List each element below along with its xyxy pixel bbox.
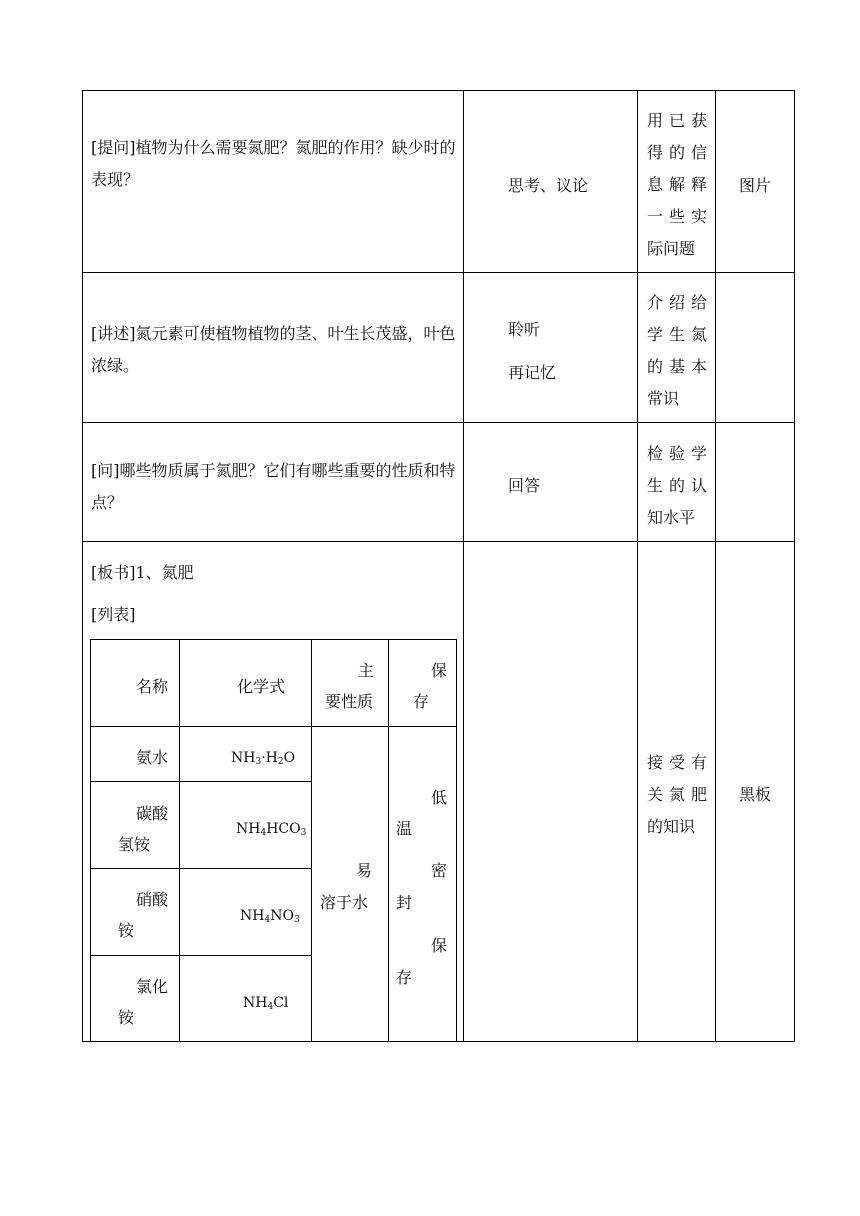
purpose-line: 检 验 学: [647, 444, 707, 463]
property-merged-line: 溶于水: [320, 893, 369, 912]
purpose-line: 常识: [647, 389, 680, 408]
purpose-line: 用 已 获: [647, 111, 707, 130]
row3-student-activity: 回答: [508, 476, 541, 495]
purpose-line: 的 基 本: [647, 357, 707, 376]
inner-table-row-divider: [90, 726, 456, 727]
purpose-line: 际问题: [647, 239, 696, 258]
header-property-top: 主: [358, 661, 375, 680]
purpose-line: 一 些 实: [647, 207, 707, 226]
row4-list-label: [列表]: [91, 605, 136, 624]
storage-merged-char: 低: [431, 788, 448, 807]
outer-table-row-divider: [82, 541, 795, 542]
inner-table-row-divider: [90, 781, 311, 782]
outer-table-border-top: [82, 90, 795, 91]
row1-student-activity: 思考、议论: [508, 176, 589, 195]
header-name: 名称: [136, 677, 169, 696]
inner-row-name: 铵: [118, 1008, 135, 1027]
outer-table-col-divider: [637, 90, 638, 1042]
purpose-line: 接 受 有: [647, 753, 707, 772]
inner-table-row-divider: [90, 955, 311, 956]
purpose-line: 生 的 认: [647, 476, 707, 495]
outer-table-border-left: [82, 90, 83, 1042]
purpose-line: 介 绍 给: [647, 293, 707, 312]
purpose-line: 得 的 信: [647, 143, 707, 162]
row1-purpose: [647, 105, 707, 265]
inner-row-formula: $NH_4Cl$: [243, 995, 289, 1012]
outer-table-row-divider: [82, 422, 795, 423]
outer-table-row-divider: [82, 272, 795, 273]
outer-table-col-divider: [715, 90, 716, 1042]
inner-row-name: 氢铵: [118, 835, 151, 854]
purpose-line: 关 氮 肥: [647, 785, 707, 804]
row1-content: [提问]植物为什么需要氮肥？氮肥的作用？缺少时的表现？: [91, 138, 456, 189]
inner-table-row-divider: [90, 868, 311, 869]
storage-merged-char: 存: [396, 968, 413, 987]
inner-table-col-divider: [388, 639, 389, 1041]
inner-table-border-right: [456, 639, 457, 1041]
row2-purpose: [647, 287, 707, 415]
inner-row-formula: $NH_3\cdot H_2O$: [231, 750, 296, 767]
row3-content: [问]哪些物质属于氮肥？它们有哪些重要的性质和特点？: [91, 461, 456, 512]
storage-merged-char: 保: [431, 936, 448, 955]
inner-table-border-left: [90, 639, 91, 1041]
purpose-line: 的知识: [647, 817, 696, 836]
inner-row-name: 硝酸: [136, 890, 169, 909]
row4-blackboard-heading: [板书]1、氮肥: [91, 563, 194, 582]
purpose-line: 息 解 释: [647, 175, 707, 194]
row4-purpose: [647, 747, 707, 843]
row2-student-listen: 聆听: [508, 320, 541, 339]
outer-table-col-divider: [463, 90, 464, 1042]
row3-purpose: [647, 438, 707, 534]
inner-row-name: 铵: [118, 921, 135, 940]
header-formula: 化学式: [237, 677, 286, 696]
storage-merged-char: 密: [431, 861, 448, 880]
inner-row-name: 氯化: [136, 977, 169, 996]
header-storage-top: 保: [431, 661, 448, 680]
row2-student-recall: 再记忆: [508, 363, 557, 382]
inner-table-col-divider: [311, 639, 312, 1041]
inner-table-col-divider: [179, 639, 180, 1041]
inner-row-name: 氨水: [136, 748, 169, 767]
inner-row-name: 碳酸: [136, 804, 169, 823]
header-storage-bottom: 存: [413, 692, 430, 711]
purpose-line: 知水平: [647, 508, 696, 527]
header-property-bottom: 要性质: [325, 692, 374, 711]
purpose-line: 学 生 氮: [647, 325, 707, 344]
inner-row-formula: $NH_4NO_3$: [240, 908, 300, 925]
inner-table-border-top: [90, 639, 456, 640]
inner-row-formula: $NH_4HCO_3$: [236, 821, 307, 838]
outer-table-border-bottom: [82, 1041, 795, 1042]
row2-content: [讲述]氮元素可使植物植物的茎、叶生长茂盛，叶色浓绿。: [91, 324, 456, 375]
storage-merged-char: 温: [396, 819, 413, 838]
outer-table-border-right: [794, 90, 795, 1042]
property-merged-line: 易: [356, 861, 373, 880]
row4-media: 黑板: [739, 785, 772, 804]
storage-merged-char: 封: [396, 893, 413, 912]
row1-media: 图片: [739, 176, 772, 195]
